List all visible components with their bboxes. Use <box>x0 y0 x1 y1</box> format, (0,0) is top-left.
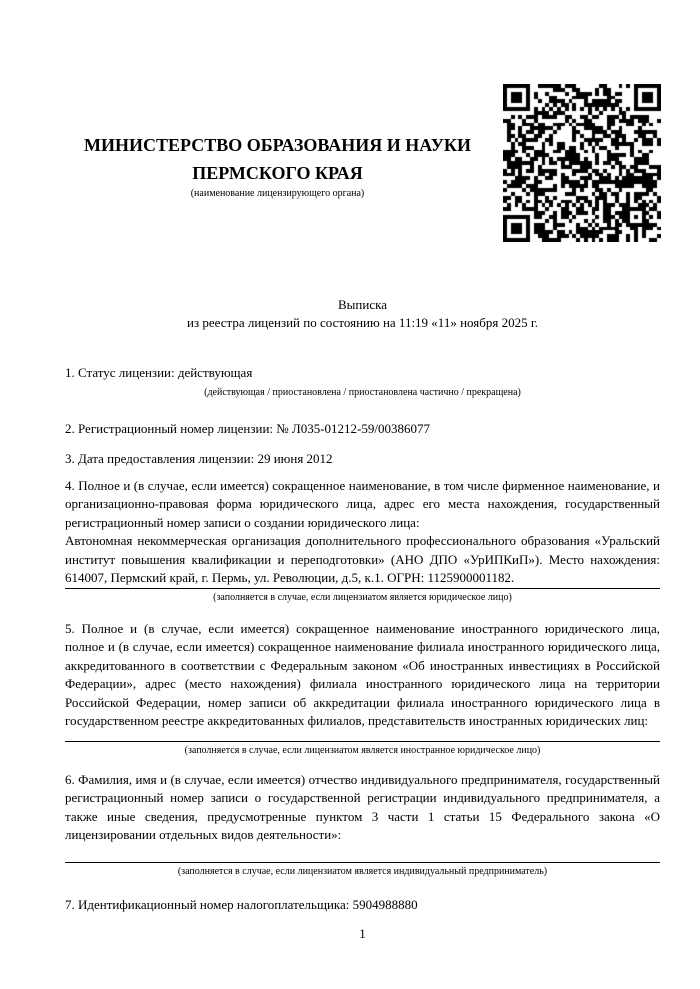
document-title <box>65 296 660 331</box>
item-3-license-date <box>65 450 660 468</box>
ministry-header <box>65 131 490 201</box>
item-5-label: 5. Полное и (в случае, если имеется) сокращенное наименование иностранного юридического лица, полное и (в случае, если имеется) сокращенное наименование филиала иностранного юридического лица, аккредитованного в соответствии с Федеральным законом «Об иностранных инвестициях в Российской Федерации», адрес (место нахождения) филиала иностранного юридического лица на территории Российской Федерации, номер записи об аккредитации филиала иностранного юридического лица в государственном реестре аккредитованных филиалов, представительств иностранных юридических лиц: <box>65 621 660 729</box>
item-5-caption: (заполняется в случае, если лицензиатом является иностранное юридическое лицо) <box>65 741 660 758</box>
item-6-individual-entrepreneur <box>65 771 660 879</box>
item-5-foreign-entity <box>65 620 660 758</box>
item-4-legal-entity <box>65 477 660 605</box>
qr-code <box>503 84 661 242</box>
ministry-name-line2: ПЕРМСКОГО КРАЯ <box>192 163 363 183</box>
item-1-caption: (действующая / приостановлена / приостановлена частично / прекращена) <box>204 387 521 399</box>
item-4-label: 4. Полное и (в случае, если имеется) сокращенное наименование, в том числе фирменное наименование, и организационно-правовая форма юридического лица, адрес его места нахождения, государственный регистрационный номер записи о создании юридического лица: <box>65 478 660 530</box>
item-7-taxpayer-number <box>65 896 660 914</box>
item-2-text: 2. Регистрационный номер лицензии: № Л035-01212-59/00386077 <box>65 421 431 436</box>
item-1-license-status <box>65 364 660 400</box>
page-number: 1 <box>359 926 366 941</box>
item-6-caption: (заполняется в случае, если лицензиатом является индивидуальный предприниматель) <box>65 862 660 879</box>
ministry-caption: (наименование лицензирующего органа) <box>190 188 365 199</box>
document-title-line2: из реестра лицензий по состоянию на 11:19 «11» ноября 2025 г. <box>187 314 538 330</box>
item-4-value: Автономная некоммерческая организация дополнительного профессионального образования «Уральский институт повышения квалификации и переподготовки» (АНО ДПО «УрИПКиП»). Место нахождения: 614007, Пермский край, г. Пермь, ул. Революции, д.5, к.1. ОГРН: 1125900001182. <box>65 533 660 586</box>
item-1-text: 1. Статус лицензии: действующая <box>65 365 253 380</box>
item-4-paragraph <box>65 477 660 587</box>
item-4-caption: (заполняется в случае, если лицензиатом является юридическое лицо) <box>65 588 660 605</box>
ministry-name <box>65 131 490 187</box>
item-3-text: 3. Дата предоставления лицензии: 29 июня 2012 <box>65 451 333 466</box>
item-7-text: 7. Идентификационный номер налогоплательщика: 5904988880 <box>65 897 418 912</box>
item-6-label: 6. Фамилия, имя и (в случае, если имеется) отчество индивидуального предпринимателя, государственный регистрационный номер записи о государственной регистрации индивидуального предпринимателя, а также иные сведения, предусмотренные пунктом 3 части 1 статьи 15 Федерального закона «О лицензировании отдельных видов деятельности»: <box>65 772 660 843</box>
document-title-line1: Выписка <box>338 297 387 312</box>
item-2-registration-number <box>65 420 660 438</box>
ministry-name-line1: МИНИСТЕРСТВО ОБРАЗОВАНИЯ И НАУКИ <box>84 135 471 155</box>
